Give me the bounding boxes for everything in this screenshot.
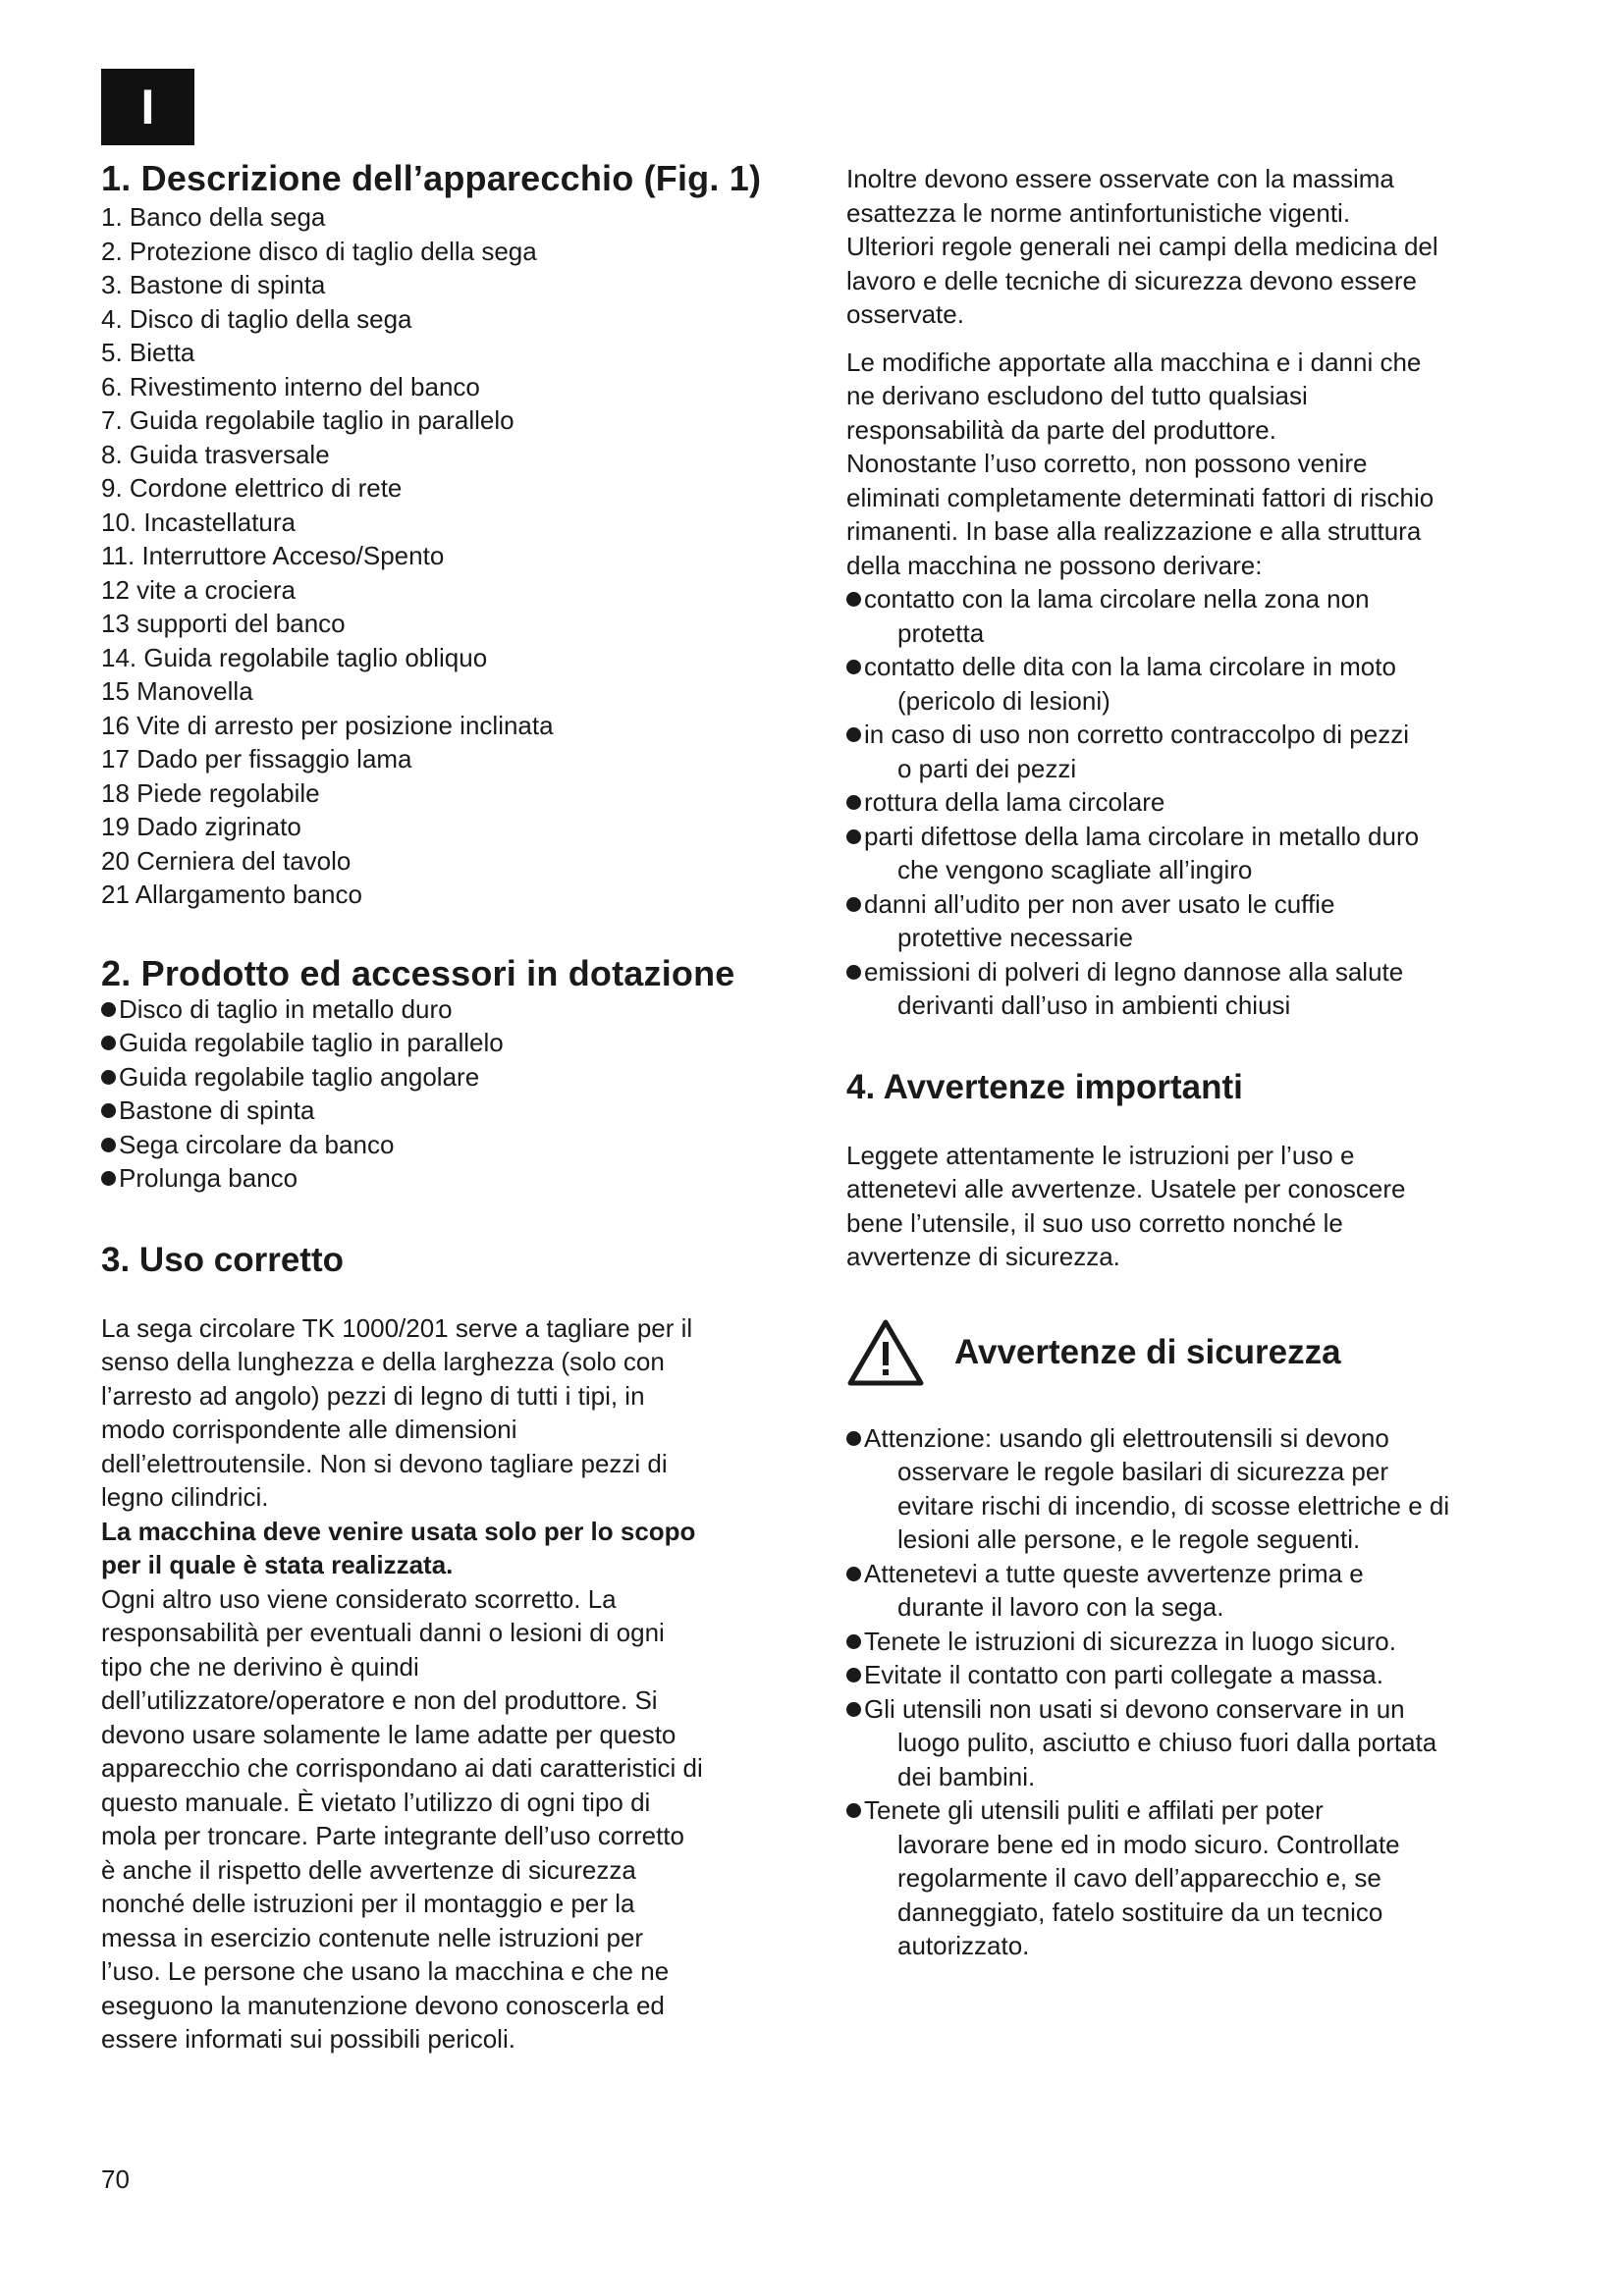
bullet-dot-icon <box>846 592 861 607</box>
section3-para1 <box>101 1311 818 1515</box>
risk-list <box>846 582 1543 1023</box>
text-line: dell’elettroutensile. Non si devono tagliare pezzi di <box>101 1448 668 1478</box>
text-line: lavoro e delle tecniche di sicurezza devono essere <box>846 265 1418 295</box>
list-item: 16 Vite di arresto per posizione inclinata <box>101 710 554 740</box>
risk-item-text: contatto con la lama circolare nella zona non <box>864 584 1370 614</box>
risk-item-text: danni all’udito per non aver usato le cuffie <box>864 888 1335 919</box>
text-line: ne derivano escludono del tutto qualsiasi <box>846 381 1308 410</box>
safety-item-continuation: lesioni alle persone, e le regole seguenti. <box>897 1524 1361 1554</box>
text-line: modo corrispondente alle dimensioni <box>101 1415 517 1444</box>
safety-item-text: Gli utensili non usati si devono conservare in un <box>864 1693 1405 1724</box>
bullet-dot-icon <box>846 1803 861 1818</box>
accessory-item-text: Guida regolabile taglio in parallelo <box>119 1028 504 1057</box>
list-item: 10. Incastellatura <box>101 507 297 537</box>
safety-item-text: Attenetevi a tutte queste avvertenze prima e <box>864 1558 1364 1588</box>
accessory-item-text: Sega circolare da banco <box>119 1129 395 1159</box>
accessory-item <box>101 1094 818 1128</box>
list-item: 20 Cerniera del tavolo <box>101 845 352 876</box>
text-line: Ogni altro uso viene considerato scorretto. La <box>101 1583 617 1614</box>
bullet-dot-icon <box>846 1431 861 1446</box>
list-item: 4. Disco di taglio della sega <box>101 303 412 334</box>
bullet-dot-icon <box>846 1634 861 1649</box>
safety-item-continuation: evitare rischi di incendio, di scosse elettriche e di <box>897 1490 1450 1521</box>
section2-title: 2. Prodotto ed accessori in dotazione <box>101 952 735 993</box>
risk-item-continuation: (pericolo di lesioni) <box>897 685 1110 716</box>
safety-item <box>846 1793 1543 1963</box>
section4-title: 4. Avvertenze importanti <box>846 1067 1243 1106</box>
text-line: eseguono la manutenzione devono conoscerla ed <box>101 1990 665 2020</box>
safety-item-continuation: regolarmente il cavo dell’apparecchio e, se <box>897 1863 1381 1893</box>
page-number: 70 <box>101 2164 130 2194</box>
risk-item-text: rottura della lama circolare <box>864 787 1165 817</box>
safety-item <box>846 1421 1543 1557</box>
risk-item-continuation: protetta <box>897 617 985 648</box>
section3-title: 3. Uso corretto <box>101 1240 344 1279</box>
safety-item <box>846 1557 1543 1625</box>
text-line: questo manuale. È vietato l’utilizzo di ogni tipo di <box>101 1787 651 1817</box>
text-line: bene l’utensile, il suo uso corretto nonché le <box>846 1207 1343 1238</box>
risk-item <box>846 955 1543 1023</box>
safety-list <box>846 1421 1543 1963</box>
accessory-item <box>101 1128 818 1162</box>
text-line: responsabilità da parte del produttore. <box>846 414 1276 445</box>
safety-item-continuation: osservare le regole basilari di sicurezza per <box>897 1457 1389 1486</box>
text-line: l’uso. Le persone che usano la macchina e che ne <box>101 1956 670 1986</box>
bullet-dot-icon <box>101 1138 116 1152</box>
accessory-item <box>101 1161 818 1196</box>
safety-item-continuation: autorizzato. <box>897 1931 1030 1960</box>
section1-list <box>101 200 818 912</box>
accessory-item-text: Bastone di spinta <box>119 1095 315 1125</box>
bullet-dot-icon <box>101 1070 116 1085</box>
text-line: Le modifiche apportate alla macchina e i danni che <box>846 347 1422 377</box>
text-line: responsabilità per eventuali danni o lesioni di ogni <box>101 1618 665 1647</box>
risk-item <box>846 820 1543 887</box>
list-item: 2. Protezione disco di taglio della sega <box>101 236 537 266</box>
list-item: 7. Guida regolabile taglio in parallelo <box>101 405 514 435</box>
text-line: attenetevi alle avvertenze. Usatele per conoscere <box>846 1174 1406 1203</box>
bullet-dot-icon <box>846 1567 861 1581</box>
risk-item-text: emissioni di polveri di legno dannose alla salute <box>864 956 1404 987</box>
risk-item-text: parti difettose della lama circolare in metallo duro <box>864 821 1420 851</box>
list-item: 14. Guida regolabile taglio obliquo <box>101 642 488 672</box>
safety-item <box>846 1692 1543 1794</box>
bullet-dot-icon <box>846 660 861 674</box>
list-item: 11. Interruttore Acceso/Spento <box>101 541 445 570</box>
text-line: dell’utilizzatore/operatore e non del produttore. Si <box>101 1685 658 1715</box>
text-line: esattezza le norme antinfortunistiche vigenti. <box>846 197 1351 228</box>
list-item: 3. Bastone di spinta <box>101 270 326 299</box>
accessory-item <box>101 992 818 1027</box>
text-line: apparecchio che corrispondano ai dati caratteristici di <box>101 1753 703 1783</box>
list-item: 17 Dado per fissaggio lama <box>101 744 412 774</box>
text-line: è anche il rispetto delle avvertenze di sicurezza <box>101 1854 636 1885</box>
text-line: Inoltre devono essere osservate con la massima <box>846 164 1394 193</box>
safety-item <box>846 1658 1543 1692</box>
accessory-item-text: Disco di taglio in metallo duro <box>119 993 453 1024</box>
text-line: messa in esercizio contenute nelle istruzioni per <box>101 1922 644 1952</box>
text-line: tipo che ne derivino è quindi <box>101 1651 419 1682</box>
risk-item <box>846 718 1543 785</box>
safety-heading <box>846 1313 1543 1392</box>
risk-item-continuation: o parti dei pezzi <box>897 753 1077 783</box>
text-line: Ulteriori regole generali nei campi della medicina del <box>846 232 1438 261</box>
section1-title: 1. Descrizione dell’apparecchio (Fig. 1) <box>101 158 762 198</box>
bullet-dot-icon <box>101 1002 116 1017</box>
right-column <box>846 162 1543 1963</box>
safety-item <box>846 1625 1543 1659</box>
list-item: 5. Bietta <box>101 338 195 367</box>
bullet-dot-icon <box>846 1702 861 1717</box>
text-line: Leggete attentamente le istruzioni per l’uso e <box>846 1140 1355 1170</box>
text-line: legno cilindrici. <box>101 1482 269 1512</box>
list-item: 12 vite a crociera <box>101 574 296 605</box>
bold-line: per il quale è stata realizzata. <box>101 1550 454 1579</box>
risk-item <box>846 785 1543 820</box>
bullet-dot-icon <box>846 1668 861 1682</box>
text-line: eliminati completamente determinati fattori di rischio <box>846 482 1435 512</box>
text-line: devono usare solamente le lame adatte per questo <box>101 1719 677 1749</box>
text-line: l’arresto ad angolo) pezzi di legno di tutti i tipi, in <box>101 1380 645 1411</box>
list-item: 18 Piede regolabile <box>101 777 320 808</box>
risk-item <box>846 887 1543 955</box>
safety-title: Avvertenze di sicurezza <box>954 1332 1341 1371</box>
section4-para <box>846 1139 1543 1274</box>
safety-item-text: Tenete gli utensili puliti e affilati per poter <box>864 1795 1324 1825</box>
list-item: 1. Banco della sega <box>101 202 326 232</box>
bullet-dot-icon <box>101 1036 116 1050</box>
accessory-item-text: Guida regolabile taglio angolare <box>119 1061 480 1092</box>
safety-item-continuation: lavorare bene ed in modo sicuro. Controllate <box>897 1829 1400 1859</box>
text-line: La sega circolare TK 1000/201 serve a tagliare per il <box>101 1312 693 1343</box>
risk-item <box>846 582 1543 650</box>
list-item: 8. Guida trasversale <box>101 439 330 469</box>
bullet-dot-icon <box>846 965 861 980</box>
risk-item-continuation: derivanti dall’uso in ambienti chiusi <box>897 990 1291 1020</box>
right-para1 <box>846 162 1543 332</box>
list-item: 13 supporti del banco <box>101 609 346 638</box>
list-item: 6. Rivestimento interno del banco <box>101 371 480 401</box>
list-item: 9. Cordone elettrico di rete <box>101 473 403 503</box>
safety-item-text: Attenzione: usando gli elettroutensili si devono <box>864 1422 1389 1453</box>
risk-item-text: in caso di uso non corretto contraccolpo di pezzi <box>864 720 1409 749</box>
text-line: della macchina ne possono derivare: <box>846 550 1263 580</box>
text-line: nonché delle istruzioni per il montaggio e per la <box>101 1889 635 1918</box>
text-line: avvertenze di sicurezza. <box>846 1242 1120 1271</box>
risk-item <box>846 650 1543 718</box>
text-line: mola per troncare. Parte integrante dell’uso corretto <box>101 1821 684 1850</box>
bullet-dot-icon <box>846 829 861 844</box>
accessory-item <box>101 1026 818 1060</box>
section2-list <box>101 992 818 1196</box>
risk-item-text: contatto delle dita con la lama circolare in moto <box>864 652 1396 681</box>
bold-line: La macchina deve venire usata solo per lo scopo <box>101 1516 696 1546</box>
right-para2 <box>846 346 1543 583</box>
safety-item-text: Evitate il contatto con parti collegate a massa. <box>864 1660 1383 1689</box>
section3-bold-note <box>101 1515 818 1582</box>
text-line: Nonostante l’uso corretto, non possono venire <box>846 449 1368 478</box>
bullet-dot-icon <box>101 1103 116 1118</box>
safety-item-continuation: luogo pulito, asciutto e chiuso fuori dalla portata <box>897 1728 1437 1757</box>
bullet-dot-icon <box>101 1171 116 1186</box>
bullet-dot-icon <box>846 727 861 742</box>
safety-item-continuation: dei bambini. <box>897 1761 1036 1791</box>
list-item: 19 Dado zigrinato <box>101 812 301 841</box>
safety-item-continuation: durante il lavoro con la sega. <box>897 1592 1224 1622</box>
bullet-dot-icon <box>846 795 861 810</box>
accessory-item <box>101 1060 818 1095</box>
text-line: essere informati sui possibili pericoli. <box>101 2024 515 2054</box>
text-line: senso della lunghezza e della larghezza (solo con <box>101 1347 665 1376</box>
list-item: 21 Allargamento banco <box>101 880 362 909</box>
risk-item-continuation: protettive necessarie <box>897 923 1133 952</box>
safety-item-continuation: danneggiato, fatelo sostituire da un tecnico <box>897 1896 1383 1927</box>
safety-item-text: Tenete le istruzioni di sicurezza in luogo sicuro. <box>864 1626 1396 1656</box>
language-badge: I <box>101 69 194 145</box>
text-line: osservate. <box>846 299 964 329</box>
left-column <box>101 157 818 2056</box>
accessory-item-text: Prolunga banco <box>119 1163 298 1193</box>
section3-para2 <box>101 1582 818 2056</box>
warning-triangle-icon <box>846 1318 925 1387</box>
text-line: rimanenti. In base alla realizzazione e alla struttura <box>846 516 1422 546</box>
bullet-dot-icon <box>846 897 861 912</box>
list-item: 15 Manovella <box>101 676 253 706</box>
risk-item-continuation: che vengono scagliate all’ingiro <box>897 855 1253 884</box>
